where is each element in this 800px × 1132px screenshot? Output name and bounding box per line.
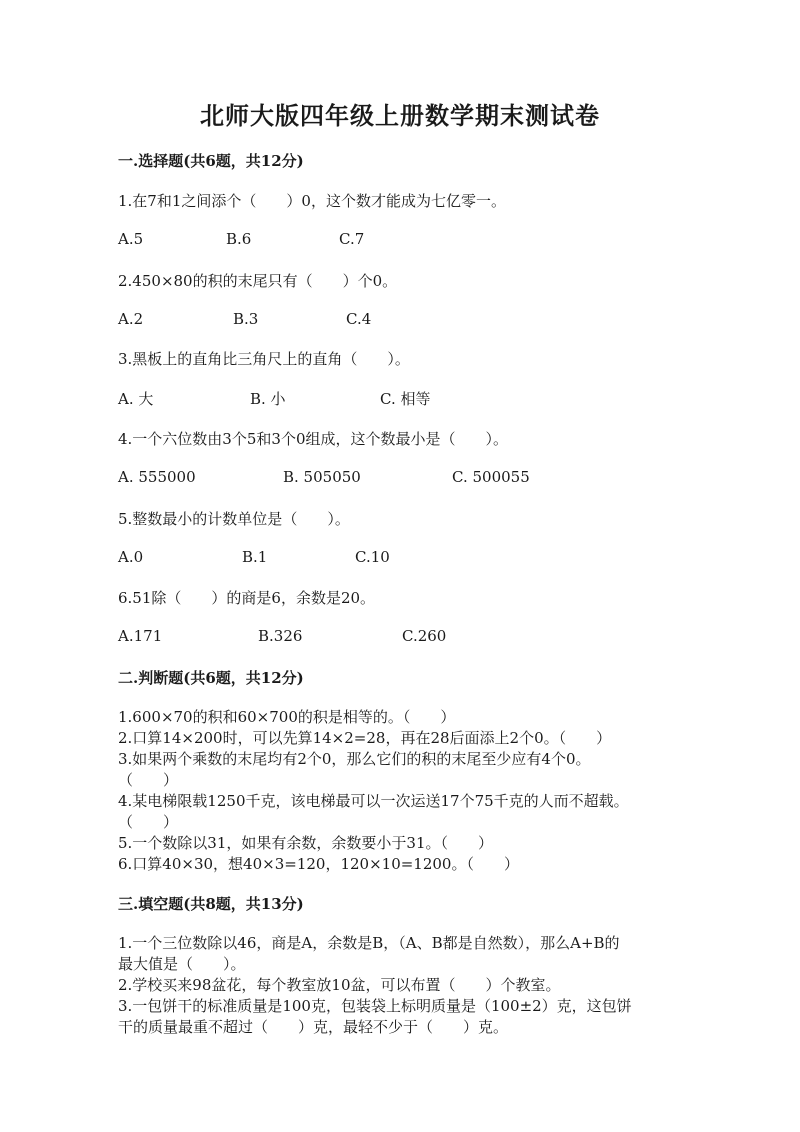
section-heading-judgement: 二.判断题(共6题，共12分) [118,669,304,687]
option-c: C.260 [402,627,447,645]
question-text: 4.一个六位数由3个5和3个0组成，这个数最小是（ ）。 [118,430,508,448]
question-line: （ ） [118,813,179,831]
section-heading-choice: 一.选择题(共6题，共12分) [118,152,304,170]
option-c: C.4 [346,310,372,328]
question-line: 6.口算40×30，想40×3=120，120×10=1200。（ ） [118,855,519,873]
question-text: 6.51除（ ）的商是6，余数是20。 [118,589,376,607]
question-line: 1.600×70的积和60×700的积是相等的。（ ） [118,708,456,726]
question-line: （ ） [118,771,179,789]
question-text: 3.黑板上的直角比三角尺上的直角（ ）。 [118,350,410,368]
option-b: B.6 [226,230,252,248]
option-a: A.171 [118,627,163,645]
option-c: C.7 [339,230,365,248]
option-c: C. 500055 [452,468,530,486]
question-text: 5.整数最小的计数单位是（ ）。 [118,510,350,528]
question-line: 2.口算14×200时，可以先算14×2=28，再在28后面添上2个0。（ ） [118,729,612,747]
option-a: A.5 [118,230,144,248]
question-line: 2.学校买来98盆花，每个教室放10盆，可以布置（ ）个教室。 [118,976,561,994]
option-c: C.10 [355,548,390,566]
option-a: A. 大 [118,390,154,408]
question-line: 最大值是（ ）。 [118,955,246,973]
question-line: 1.一个三位数除以46，商是A，余数是B，（A、B都是自然数），那么A+B的 [118,934,620,952]
option-b: B.326 [258,627,303,645]
question-line: 3.如果两个乘数的末尾均有2个0，那么它们的积的末尾至少应有4个0。 [118,750,591,768]
option-a: A. 555000 [118,468,196,486]
option-b: B. 505050 [283,468,361,486]
option-c: C. 相等 [380,390,431,408]
question-text: 2.450×80的积的末尾只有（ ）个0。 [118,272,398,290]
option-b: B. 小 [250,390,286,408]
question-text: 1.在7和1之间添个（ ）0，这个数才能成为七亿零一。 [118,192,506,210]
question-line: 干的质量最重不超过（ ）克，最轻不少于（ ）克。 [118,1018,509,1036]
option-a: A.2 [118,310,144,328]
option-a: A.0 [118,548,144,566]
option-b: B.1 [242,548,268,566]
question-line: 5.一个数除以31，如果有余数，余数要小于31。（ ） [118,834,493,852]
option-b: B.3 [233,310,259,328]
page-title: 北师大版四年级上册数学期末测试卷 [200,101,600,130]
section-heading-fill-blank: 三.填空题(共8题，共13分) [118,895,304,913]
question-line: 4.某电梯限载1250千克，该电梯最可以一次运送17个75千克的人而不超载。 [118,792,629,810]
question-line: 3.一包饼干的标准质量是100克，包装袋上标明质量是（100±2）克，这包饼 [118,997,632,1015]
